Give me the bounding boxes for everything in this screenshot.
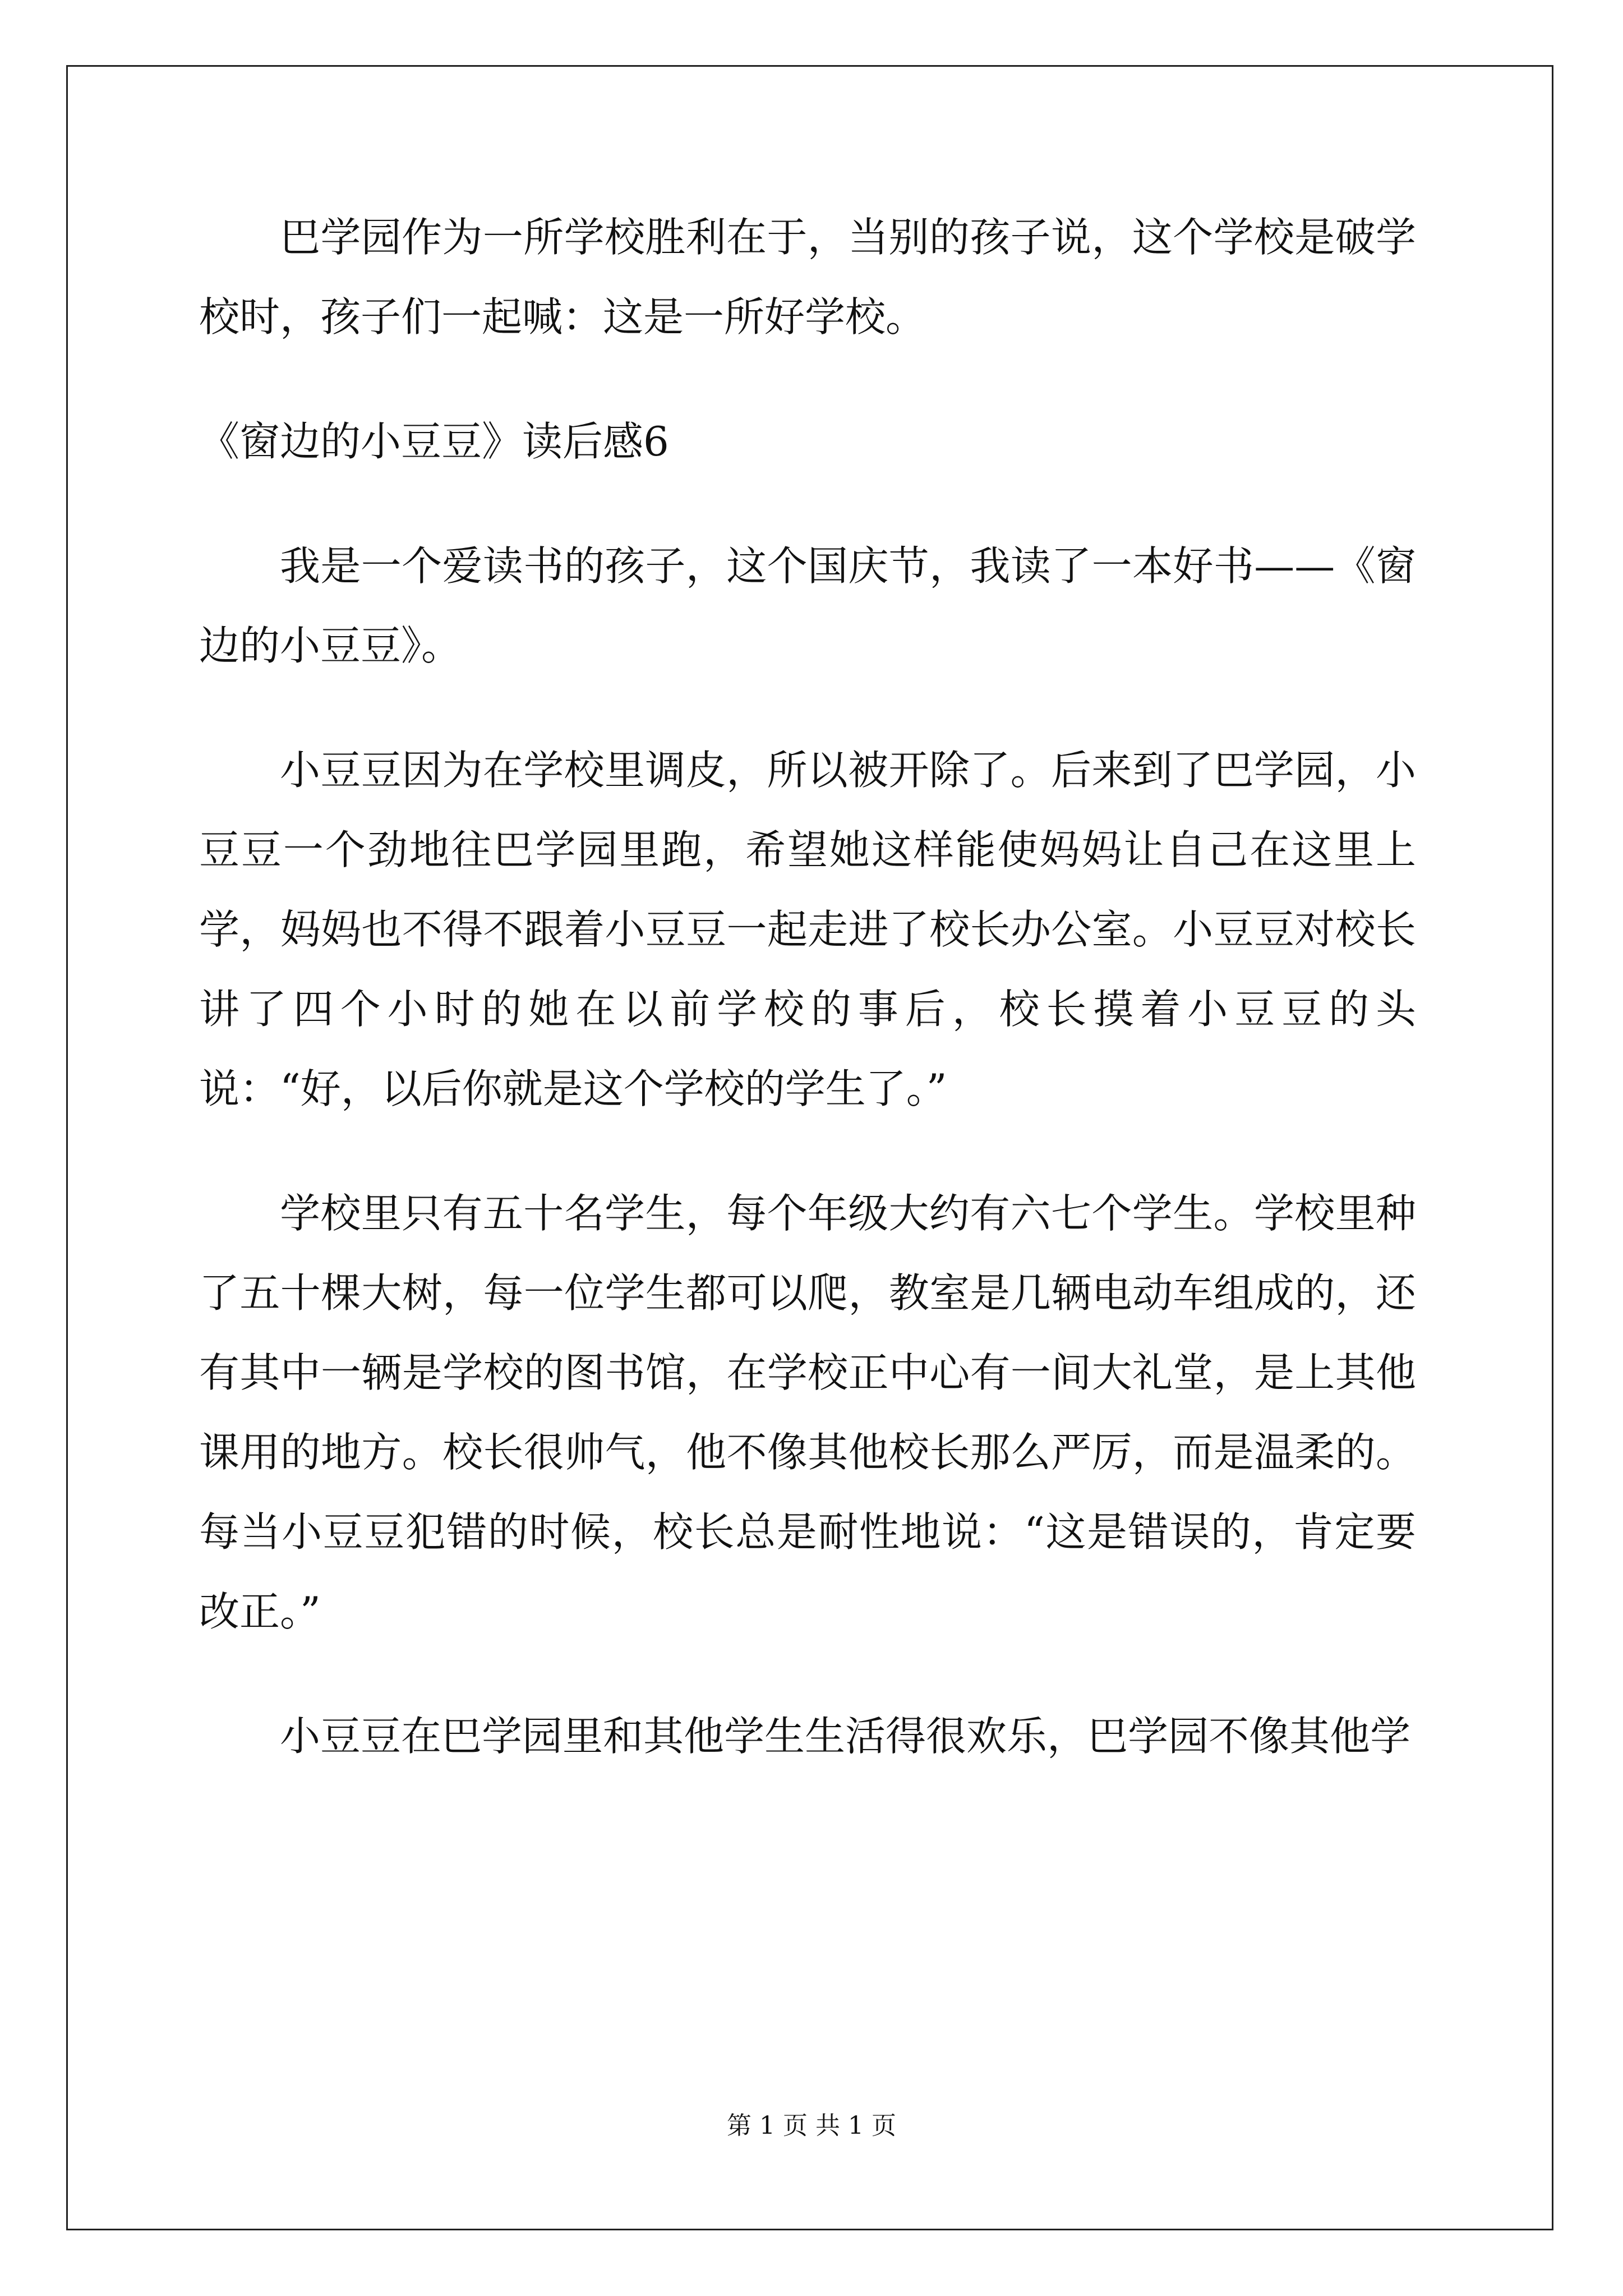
paragraph: 小豆豆在巴学园里和其他学生生活得很欢乐，巴学园不像其他学 (280, 1713, 1411, 1760)
paragraph: 小豆豆因为在学校里调皮，所以被开除了。后来到了巴学园，小豆豆一个劲地往巴学园里跑，希望她这样能使妈妈让自己在这里上学，妈妈也不得不跟着小豆豆一起走进了校长办公室。小豆豆对校长讲了四个小时的她在以前学校的事后，校长摸着小豆豆的头说：“好，以后你就是这个学校的学生了。” (199, 747, 1416, 1112)
page-footer: 第 1 页 共 1 页 (727, 2111, 896, 2140)
section-heading: 《窗边的小豆豆》读后感6 (199, 418, 669, 465)
paragraph: 巴学园作为一所学校胜利在于，当别的孩子说，这个学校是破学校时，孩子们一起喊：这是一所好学校。 (199, 214, 1416, 341)
paragraph: 学校里只有五十名学生，每个年级大约有六七个学生。学校里种了五十棵大树，每一位学生都可以爬，教室是几辆电动车组成的，还有其中一辆是学校的图书馆，在学校正中心有一间大礼堂，是上其他课用的地方。校长很帅气，他不像其他校长那么严厉，而是温柔的。每当小豆豆犯错的时候，校长总是耐性地说：“这是错误的，肯定要改正。” (199, 1190, 1416, 1635)
document-body (199, 197, 1416, 1821)
paragraph: 我是一个爱读书的孩子，这个国庆节，我读了一本好书——《窗边的小豆豆》。 (199, 542, 1416, 669)
